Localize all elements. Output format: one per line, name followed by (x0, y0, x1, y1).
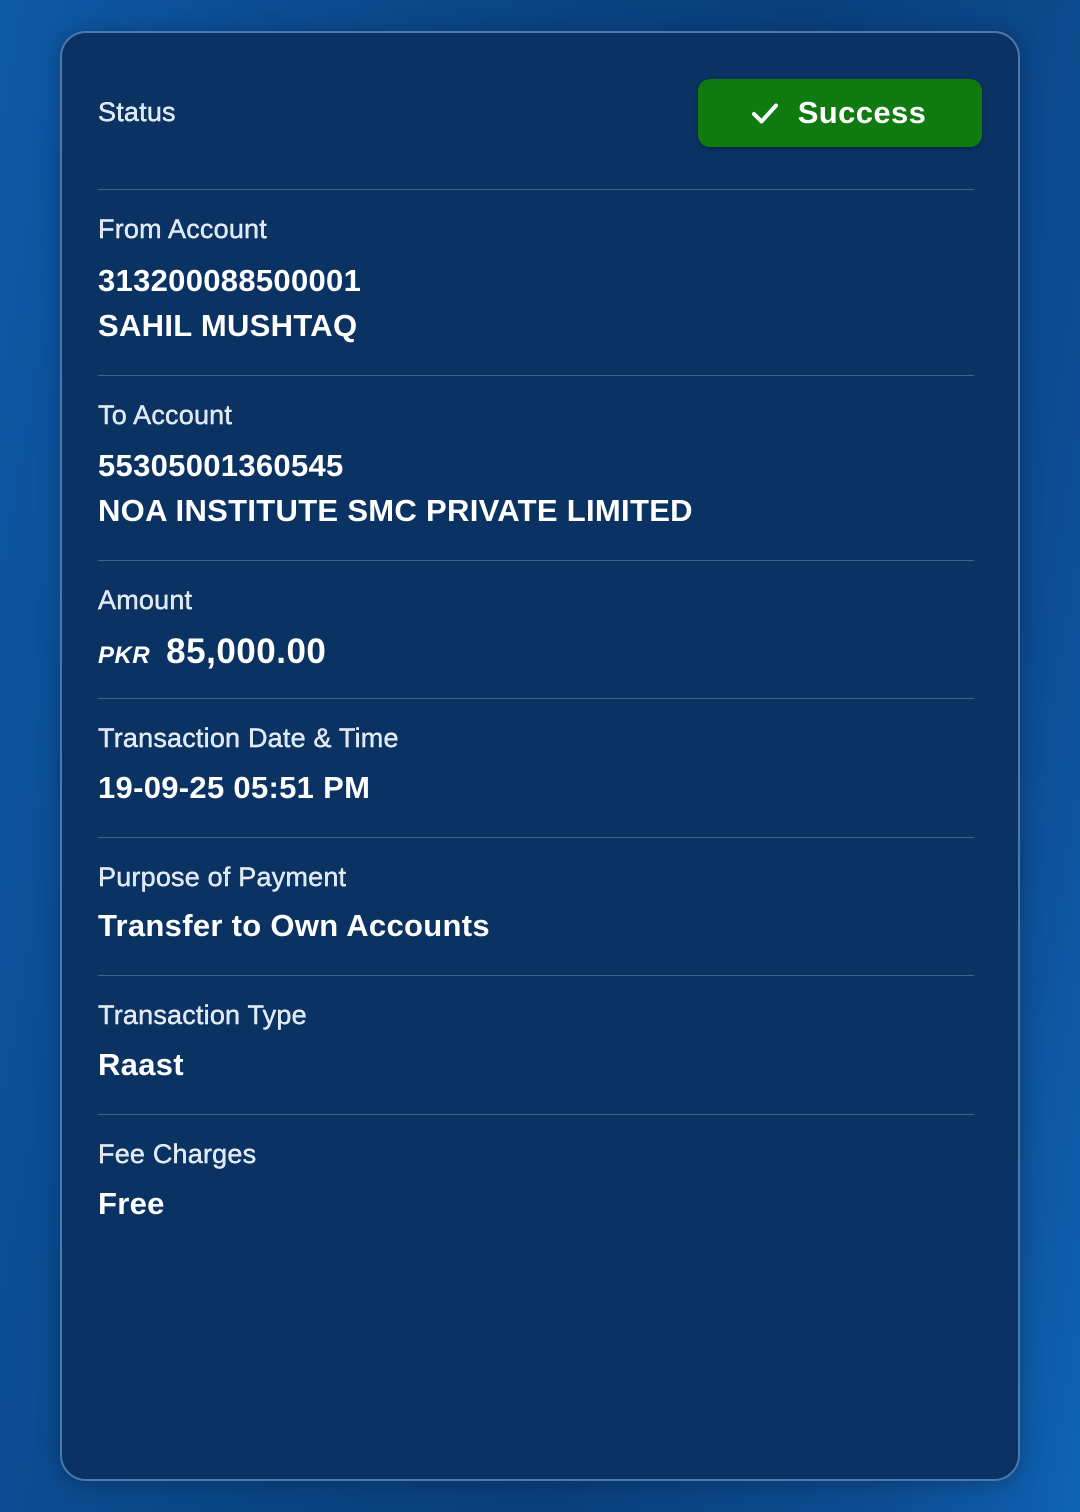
to-account-label: To Account (98, 399, 233, 430)
to-account-number: 55305001360545 (98, 448, 344, 484)
fee-charges-value: Free (98, 1185, 165, 1221)
transaction-type-value: Raast (98, 1047, 184, 1083)
purpose-of-payment-row (98, 837, 982, 976)
from-account-label: From Account (98, 214, 267, 244)
amount-number: 85,000.00 (166, 632, 327, 671)
amount-row (98, 560, 982, 698)
check-icon (748, 96, 782, 130)
transaction-type-label: Transaction Type (98, 1000, 307, 1031)
status-label: Status (98, 97, 176, 128)
from-account-number: 313200088500001 (98, 262, 362, 298)
purpose-of-payment-value: Transfer to Own Accounts (98, 908, 490, 944)
to-account-name: NOA INSTITUTE SMC PRIVATE LIMITED (98, 493, 693, 529)
transaction-datetime-row (98, 698, 982, 837)
from-account-name: SAHIL MUSHTAQ (98, 307, 358, 343)
to-account-row (98, 375, 982, 561)
from-account-value (98, 259, 982, 349)
transaction-datetime-label: Transaction Date & Time (98, 723, 399, 753)
transaction-receipt-card (60, 31, 1020, 1481)
status-badge-label: Success (797, 95, 927, 130)
to-account-value (98, 444, 982, 534)
amount-value (98, 632, 982, 672)
status-row (98, 33, 982, 189)
from-account-row (98, 189, 982, 375)
status-badge (698, 79, 982, 147)
fee-charges-label: Fee Charges (98, 1139, 257, 1170)
transaction-datetime-value: 19-09-25 05:51 PM (98, 769, 371, 805)
amount-currency: PKR (98, 642, 151, 669)
purpose-of-payment-label: Purpose of Payment (98, 861, 347, 892)
transaction-type-row (98, 975, 982, 1114)
amount-label: Amount (98, 585, 193, 616)
fee-charges-row (98, 1114, 982, 1253)
